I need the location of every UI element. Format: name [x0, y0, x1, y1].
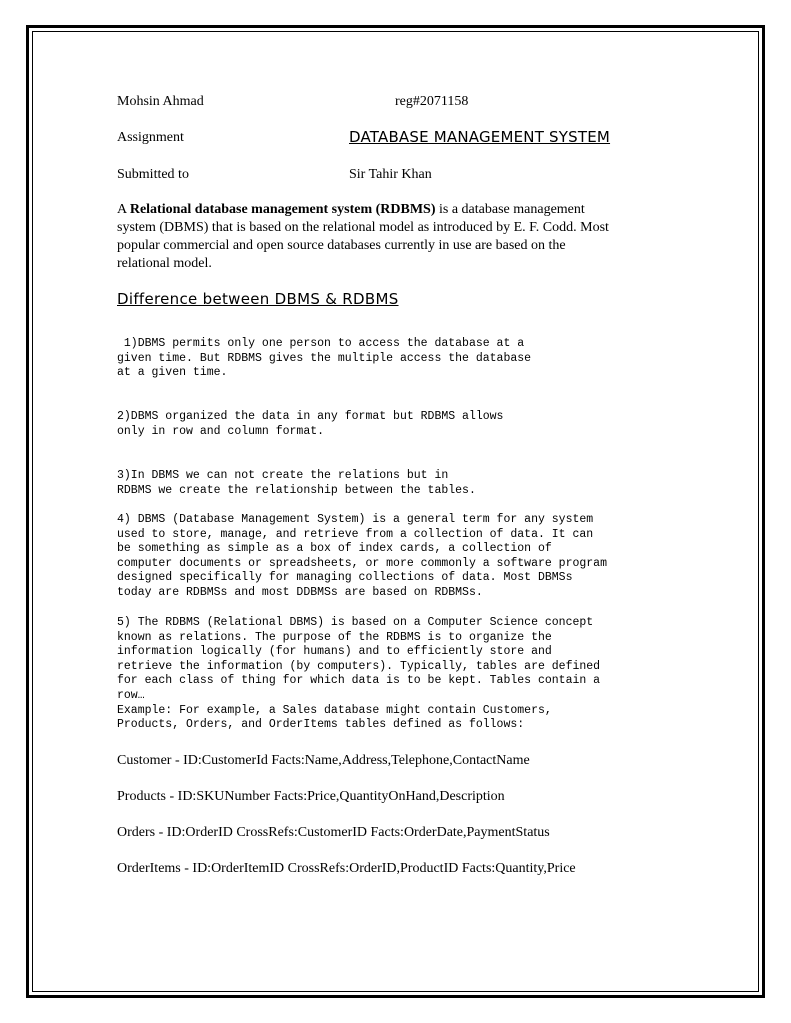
assignment-title: DATABASE MANAGEMENT SYSTEM: [349, 128, 611, 146]
point-4: 4) DBMS (Database Management System) is a general term for any system used to store, manage, and retrieve from a collection of data. It can be something as simple as a box of index cards, a collection of computer documents or spreadsheets, or more commonly a software program designed specifically for managing collections of data. Most DBMSs today are RDBMSs and most DDBMSs are based on RDBMSs.: [117, 513, 607, 599]
submitted-to: Sir Tahir Khan: [349, 167, 432, 182]
assignment-label: Assignment: [117, 130, 184, 145]
intro-paragraph: [117, 201, 677, 273]
point-5: 5) The RDBMS (Relational DBMS) is based on a Computer Science concept known as relations. The purpose of the RDBMS is to organize the information logically (for humans) and to efficiently store and retrieve the information (by computers). Typically, tables are defined for each class of thing for which data is to be kept. Tables contain a row… Example: For example, a Sales database might contain Customers, Products, Orders, and OrderItems tables defined as follows:: [117, 616, 601, 732]
section-heading: Difference between DBMS & RDBMS: [117, 290, 399, 308]
example-orderitems: OrderItems - ID:OrderItemID CrossRefs:OrderID,ProductID Facts:Quantity,Price: [117, 861, 576, 876]
intro-line-2: system (DBMS) that is based on the relational model as introduced by E. F. Codd. Most: [117, 220, 609, 235]
point-2: 2)DBMS organized the data in any format but RDBMS allows only in row and column format.: [117, 410, 504, 438]
example-orders: Orders - ID:OrderID CrossRefs:CustomerID Facts:OrderDate,PaymentStatus: [117, 825, 550, 840]
point-1: 1)DBMS permits only one person to access the database at a given time. But RDBMS gives the multiple access the database at a given time.: [117, 337, 532, 380]
intro-line-4: relational model.: [117, 256, 212, 271]
intro-bold-term: Relational database management system (RDBMS): [129, 202, 436, 217]
intro-line-1-rest: is a database management: [435, 202, 585, 217]
reg-number: reg#2071158: [395, 94, 469, 109]
example-customer: Customer - ID:CustomerId Facts:Name,Address,Telephone,ContactName: [117, 753, 530, 768]
submitted-label: Submitted to: [117, 167, 189, 182]
intro-line-1: [117, 201, 677, 219]
intro-article: A: [117, 202, 130, 217]
author-name: Mohsin Ahmad: [117, 94, 204, 109]
example-products: Products - ID:SKUNumber Facts:Price,QuantityOnHand,Description: [117, 789, 505, 804]
point-3: 3)In DBMS we can not create the relations but in RDBMS we create the relationship between the tables.: [117, 469, 476, 497]
intro-line-3: popular commercial and open source databases currently in use are based on the: [117, 238, 566, 253]
